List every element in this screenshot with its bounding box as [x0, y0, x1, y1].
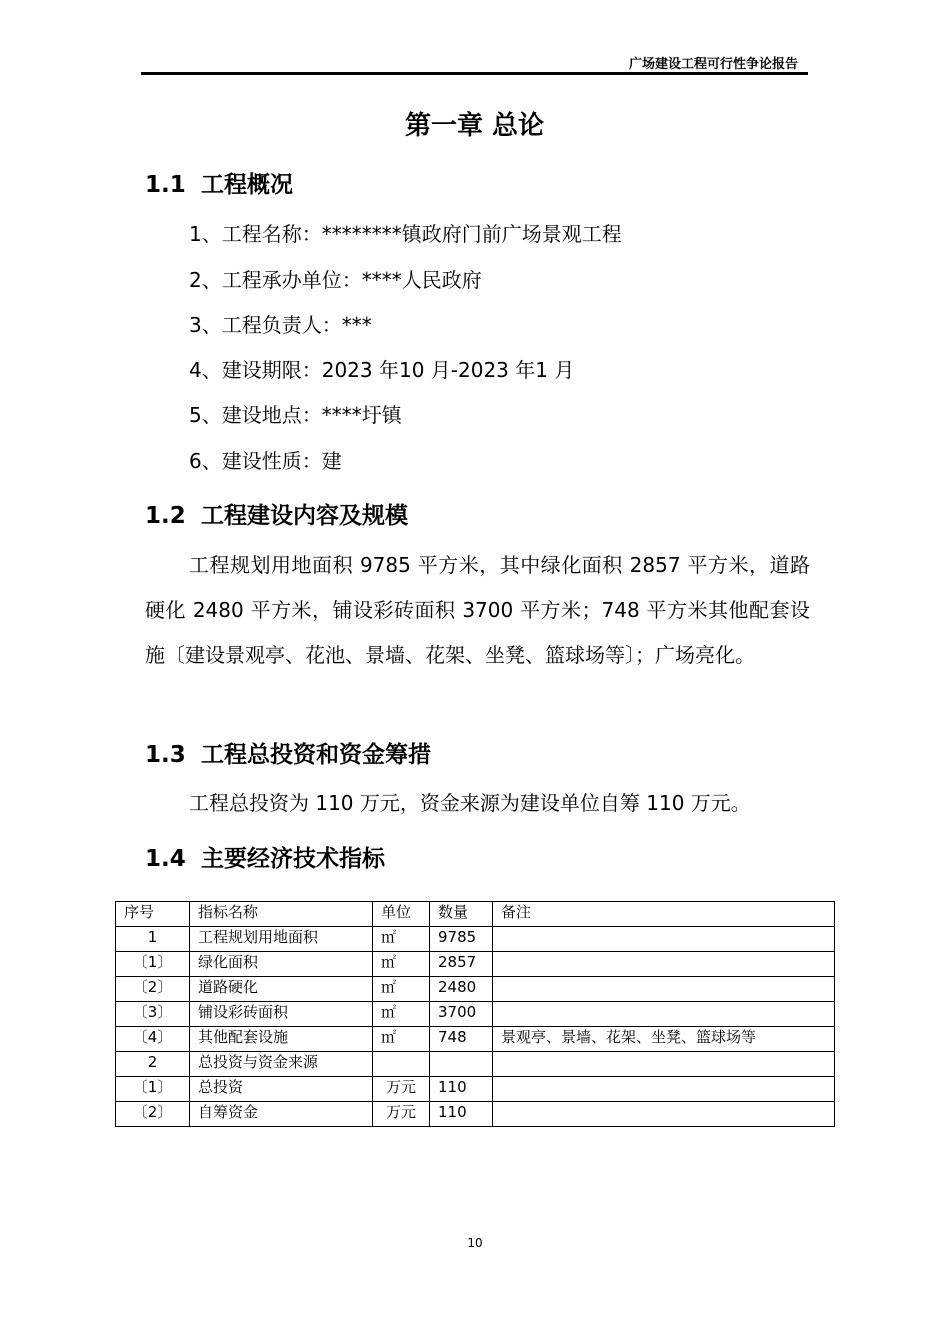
header-title: 广场建设工程可行性争论报告	[628, 57, 798, 72]
overview-item-period: 4、建设期限：2023 年10 月-2023 年1 月	[189, 358, 575, 382]
row-quantity: 9785	[430, 927, 493, 952]
row-indicator: 绿化面积	[190, 952, 373, 977]
row-serial: 〔2〕	[116, 977, 190, 1002]
overview-item-manager: 3、工程负责人：***	[189, 313, 372, 337]
row-indicator: 自筹资金	[190, 1102, 373, 1127]
row-indicator: 总投资	[190, 1077, 373, 1102]
overview-item-name: 1、工程名称：********镇政府门前广场景观工程	[189, 222, 622, 246]
section-number: 1.3	[145, 742, 186, 768]
row-unit: ㎡	[373, 977, 430, 1002]
header-cell-serial: 序号	[116, 902, 190, 927]
row-quantity: 3700	[430, 1002, 493, 1027]
section-title: 主要经济技术指标	[201, 846, 385, 872]
row-remarks	[493, 952, 835, 977]
row-quantity: 748	[430, 1027, 493, 1052]
overview-item-nature: 6、建设性质：建	[189, 449, 342, 473]
table-row	[116, 1002, 835, 1027]
row-serial: 〔1〕	[116, 1077, 190, 1102]
section-number: 1.1	[145, 172, 186, 198]
header-cell-unit: 单位	[373, 902, 430, 927]
scope-paragraph: 工程规划用地面积 9785 平方米，其中绿化面积 2857 平方米，道路硬化 2480 平方米，铺设彩砖面积 3700 平方米；748 平方米其他配套设施〔建设景观亭、花池、景墙、花架、坐凳、篮球场等〕；广场亮化。	[145, 553, 810, 667]
row-quantity	[430, 1052, 493, 1077]
overview-item-organizer: 2、工程承办单位：****人民政府	[189, 268, 482, 292]
table-row	[116, 1102, 835, 1127]
investment-paragraph: 工程总投资为 110 万元，资金来源为建设单位自筹 110 万元。	[189, 791, 751, 815]
row-indicator: 铺设彩砖面积	[190, 1002, 373, 1027]
section-number: 1.4	[145, 846, 186, 872]
section-heading-1-2	[145, 499, 408, 533]
section-title: 工程总投资和资金筹措	[201, 742, 431, 768]
section-heading-1-4	[145, 842, 385, 876]
header-cell-indicator: 指标名称	[190, 902, 373, 927]
table-row	[116, 952, 835, 977]
section-title: 工程建设内容及规模	[201, 503, 408, 529]
row-indicator: 其他配套设施	[190, 1027, 373, 1052]
row-quantity: 2480	[430, 977, 493, 1002]
chapter-title: 第一章 总论	[404, 111, 545, 141]
row-remarks	[493, 977, 835, 1002]
table-header-row	[116, 902, 835, 927]
table-row	[116, 1052, 835, 1077]
row-serial: 〔1〕	[116, 952, 190, 977]
row-remarks	[493, 1102, 835, 1127]
row-unit: 万元	[373, 1102, 430, 1127]
row-quantity: 2857	[430, 952, 493, 977]
row-unit: ㎡	[373, 952, 430, 977]
row-unit: ㎡	[373, 1027, 430, 1052]
indicator-table	[115, 901, 835, 1127]
section-title: 工程概况	[201, 172, 293, 198]
header-cell-quantity: 数量	[430, 902, 493, 927]
row-serial: 〔4〕	[116, 1027, 190, 1052]
row-indicator: 总投资与资金来源	[190, 1052, 373, 1077]
table-row	[116, 977, 835, 1002]
row-serial: 〔3〕	[116, 1002, 190, 1027]
table-row	[116, 927, 835, 952]
row-serial: 〔2〕	[116, 1102, 190, 1127]
row-quantity: 110	[430, 1102, 493, 1127]
row-unit: 万元	[373, 1077, 430, 1102]
section-number: 1.2	[145, 503, 186, 529]
row-indicator: 工程规划用地面积	[190, 927, 373, 952]
row-indicator: 道路硬化	[190, 977, 373, 1002]
row-unit: ㎡	[373, 927, 430, 952]
row-remarks	[493, 927, 835, 952]
section-heading-1-3	[145, 738, 431, 772]
row-unit	[373, 1052, 430, 1077]
section-heading-1-1	[145, 168, 293, 202]
row-remarks	[493, 1077, 835, 1102]
header-rule	[141, 72, 808, 75]
overview-item-location: 5、建设地点：****圩镇	[189, 403, 402, 427]
row-quantity: 110	[430, 1077, 493, 1102]
table-row	[116, 1077, 835, 1102]
row-remarks: 景观亭、景墙、花架、坐凳、篮球场等	[493, 1027, 835, 1052]
header-cell-remarks: 备注	[493, 902, 835, 927]
row-unit: ㎡	[373, 1002, 430, 1027]
row-remarks	[493, 1002, 835, 1027]
table-row	[116, 1027, 835, 1052]
row-remarks	[493, 1052, 835, 1077]
row-serial: 2	[116, 1052, 190, 1077]
row-serial: 1	[116, 927, 190, 952]
page-number: 10	[467, 1236, 483, 1250]
